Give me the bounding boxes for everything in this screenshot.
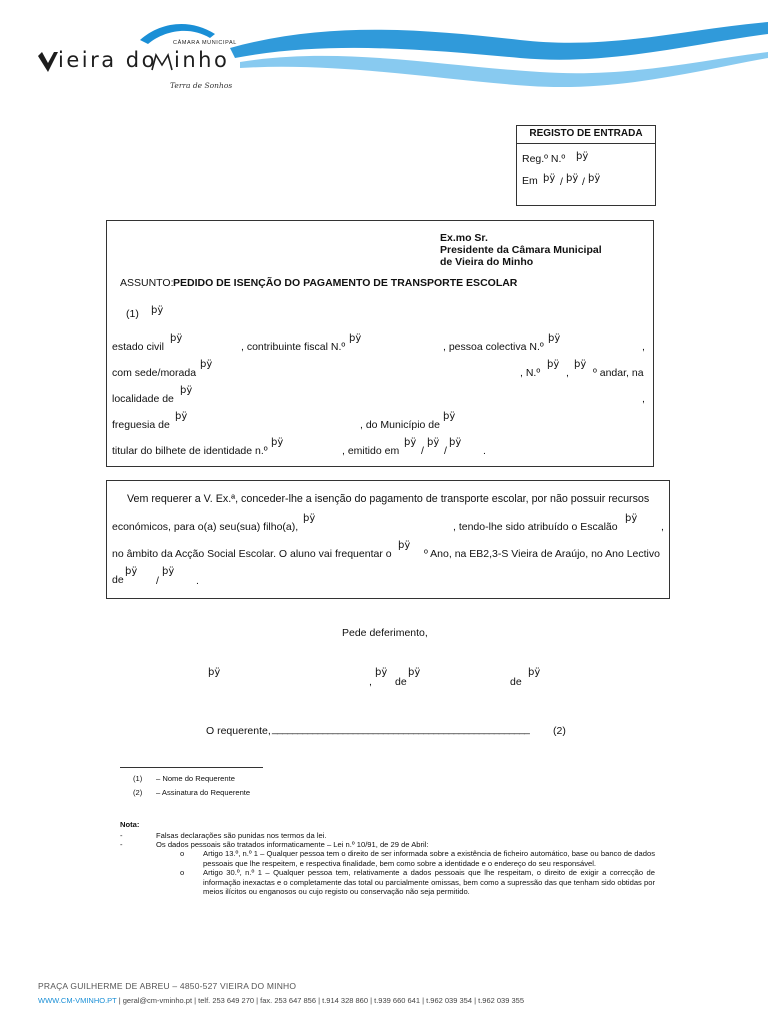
- sede-field[interactable]: þÿ: [200, 359, 213, 370]
- signature-line[interactable]: ___________________________________________________: [272, 723, 530, 735]
- nota-item-1: Falsas declarações são punidas nos termos da lei.: [156, 831, 327, 840]
- pessoa-colectiva-field[interactable]: þÿ: [548, 333, 561, 344]
- nota-item-2: Os dados pessoais são tratados informaticamente – Lei n.º 10/91, de 29 de Abril:: [156, 840, 429, 849]
- footnote-ref-1: (1): [133, 774, 143, 783]
- emitido-day-field[interactable]: þÿ: [404, 437, 417, 448]
- estado-civil-field[interactable]: þÿ: [170, 333, 183, 344]
- addressee-line2: Presidente da Câmara Municipal: [440, 244, 602, 256]
- de-label-2: de: [510, 676, 522, 688]
- tagline: Terra de Sonhos: [170, 81, 233, 90]
- request-line3-a: no âmbito da Acção Social Escolar. O aluno vai frequentar o: [112, 548, 392, 560]
- filho-field[interactable]: þÿ: [303, 513, 316, 524]
- camara-label: CÂMARA MUNICIPAL: [173, 40, 237, 46]
- reg-month-field[interactable]: þÿ: [566, 173, 579, 184]
- request-line2-b: , tendo-lhe sido atribuído o Escalão: [453, 521, 618, 533]
- logo-m-glyph: [150, 52, 174, 72]
- dia-field[interactable]: þÿ: [375, 667, 388, 678]
- date-sep: /: [560, 176, 563, 188]
- nota-bullet: -: [120, 831, 123, 840]
- contribuinte-label: , contribuinte fiscal N.º: [241, 341, 346, 353]
- date-sep: /: [156, 575, 159, 587]
- footnote-text-1: – Nome do Requerente: [156, 774, 235, 783]
- de-label: de: [112, 574, 124, 586]
- date-sep: /: [582, 176, 585, 188]
- period: .: [196, 575, 199, 587]
- nota-sub-bullet: o: [180, 849, 185, 858]
- addressee-line3: de Vieira do Minho: [440, 256, 534, 268]
- emitido-year-field[interactable]: þÿ: [449, 437, 462, 448]
- local-field[interactable]: þÿ: [208, 667, 221, 678]
- contribuinte-field[interactable]: þÿ: [349, 333, 362, 344]
- ref-2: (2): [553, 725, 566, 737]
- comma: ,: [642, 341, 645, 353]
- freguesia-label: freguesia de: [112, 419, 170, 431]
- municipio-field[interactable]: þÿ: [443, 411, 456, 422]
- nota-sub-bullet: o: [180, 868, 185, 877]
- numero-label: , N.º: [520, 367, 541, 379]
- footnote-text-2: – Assinatura do Requerente: [156, 788, 251, 797]
- reg-label: Reg.º N.º: [522, 153, 566, 165]
- andar-field[interactable]: þÿ: [574, 359, 587, 370]
- reg-day-field[interactable]: þÿ: [543, 173, 556, 184]
- ano-field[interactable]: þÿ: [398, 540, 411, 551]
- comma: ,: [661, 521, 664, 533]
- nota-bullet: -: [120, 840, 123, 849]
- requerente-label: O requerente,: [206, 725, 271, 737]
- period: .: [483, 445, 486, 457]
- footer-contacts: | geral@cm-vminho.pt | telf. 253 649 270 | fax. 253 647 856 | t.914 328 860 | t.939 660 641 | t.962 039 354 | t.962 039 355: [118, 996, 524, 1005]
- ano-lectivo-start-field[interactable]: þÿ: [125, 566, 138, 577]
- bi-field[interactable]: þÿ: [271, 437, 284, 448]
- footnote-divider: [120, 767, 263, 768]
- assunto-text: PEDIDO DE ISENÇÃO DO PAGAMENTO DE TRANSPORTE ESCOLAR: [173, 277, 518, 289]
- footer-address: PRAÇA GUILHERME DE ABREU – 4850-527 VIEIRA DO MINHO: [38, 981, 297, 991]
- localidade-label: localidade de: [112, 393, 174, 405]
- date-sep: /: [421, 445, 424, 457]
- pede-deferimento: Pede deferimento,: [342, 627, 428, 639]
- name-field[interactable]: þÿ: [151, 305, 164, 316]
- pessoa-colectiva-label: , pessoa colectiva N.º: [443, 341, 544, 353]
- registo-box: [516, 125, 656, 206]
- de-label-1: de: [395, 676, 407, 688]
- mes-field[interactable]: þÿ: [408, 667, 421, 678]
- comma: ,: [369, 676, 372, 688]
- sede-label: com sede/morada: [112, 367, 197, 379]
- request-line3-b: º Ano, na EB2,3-S Vieira de Araújo, no Ano Lectivo: [424, 548, 660, 560]
- assunto-label: ASSUNTO:: [120, 277, 174, 289]
- emitido-month-field[interactable]: þÿ: [427, 437, 440, 448]
- footnote-ref-2: (2): [133, 788, 143, 797]
- ano-closing-field[interactable]: þÿ: [528, 667, 541, 678]
- localidade-field[interactable]: þÿ: [180, 385, 193, 396]
- footer-website-link[interactable]: WWW.CM-VMINHO.PT: [38, 996, 117, 1005]
- addressee-line1: Ex.mo Sr.: [440, 232, 488, 244]
- request-line1: Vem requerer a V. Ex.ª, conceder-lhe a isenção do pagamento de transporte escolar, por não possuir recursos: [127, 493, 650, 505]
- nota-sub-item-2: Artigo 30.º, n.º 1 – Qualquer pessoa tem, relativamente a dados pessoais que lhe respeitam, o direito de exigir a correcção de informação inexactas e o completamente das total ou parcialmente omissas, bem como a supressão das que tenham sido obtidas por meios ilícitos ou enganosos ou cujo registo ou conservação não seja permitido.: [203, 868, 655, 896]
- freguesia-field[interactable]: þÿ: [175, 411, 188, 422]
- nota-sub-item-1: Artigo 13.º, n.º 1 – Qualquer pessoa tem o direito de ser informada sobre a existência de ficheiro automático, base ou banco de dados pessoais que lhe respeitem, e respectiva finalidade, bem como sobre a identidade e o endereço do seu responsável.: [203, 849, 655, 868]
- date-sep: /: [444, 445, 447, 457]
- estado-civil-label: estado civil: [112, 341, 164, 353]
- reg-number-field[interactable]: þÿ: [576, 151, 589, 162]
- logo-text-right: inho: [174, 48, 230, 72]
- municipio-label: , do Município de: [360, 419, 440, 431]
- escalao-field[interactable]: þÿ: [625, 513, 638, 524]
- request-line2-a: económicos, para o(a) seu(sua) filho(a),: [112, 521, 299, 533]
- numero-field[interactable]: þÿ: [547, 359, 560, 370]
- ref-1: (1): [126, 308, 139, 320]
- andar-label: º andar, na: [593, 367, 644, 379]
- em-label: Em: [522, 175, 538, 187]
- bi-label: titular do bilhete de identidade n.º: [112, 445, 268, 457]
- reg-year-field[interactable]: þÿ: [588, 173, 601, 184]
- registo-title: REGISTO DE ENTRADA: [517, 126, 655, 144]
- emitido-label: , emitido em: [342, 445, 400, 457]
- nota-title: Nota:: [120, 820, 140, 829]
- comma: ,: [566, 367, 569, 379]
- logo-text-left: ieira do: [58, 48, 157, 72]
- ano-lectivo-end-field[interactable]: þÿ: [162, 566, 175, 577]
- comma: ,: [642, 393, 645, 405]
